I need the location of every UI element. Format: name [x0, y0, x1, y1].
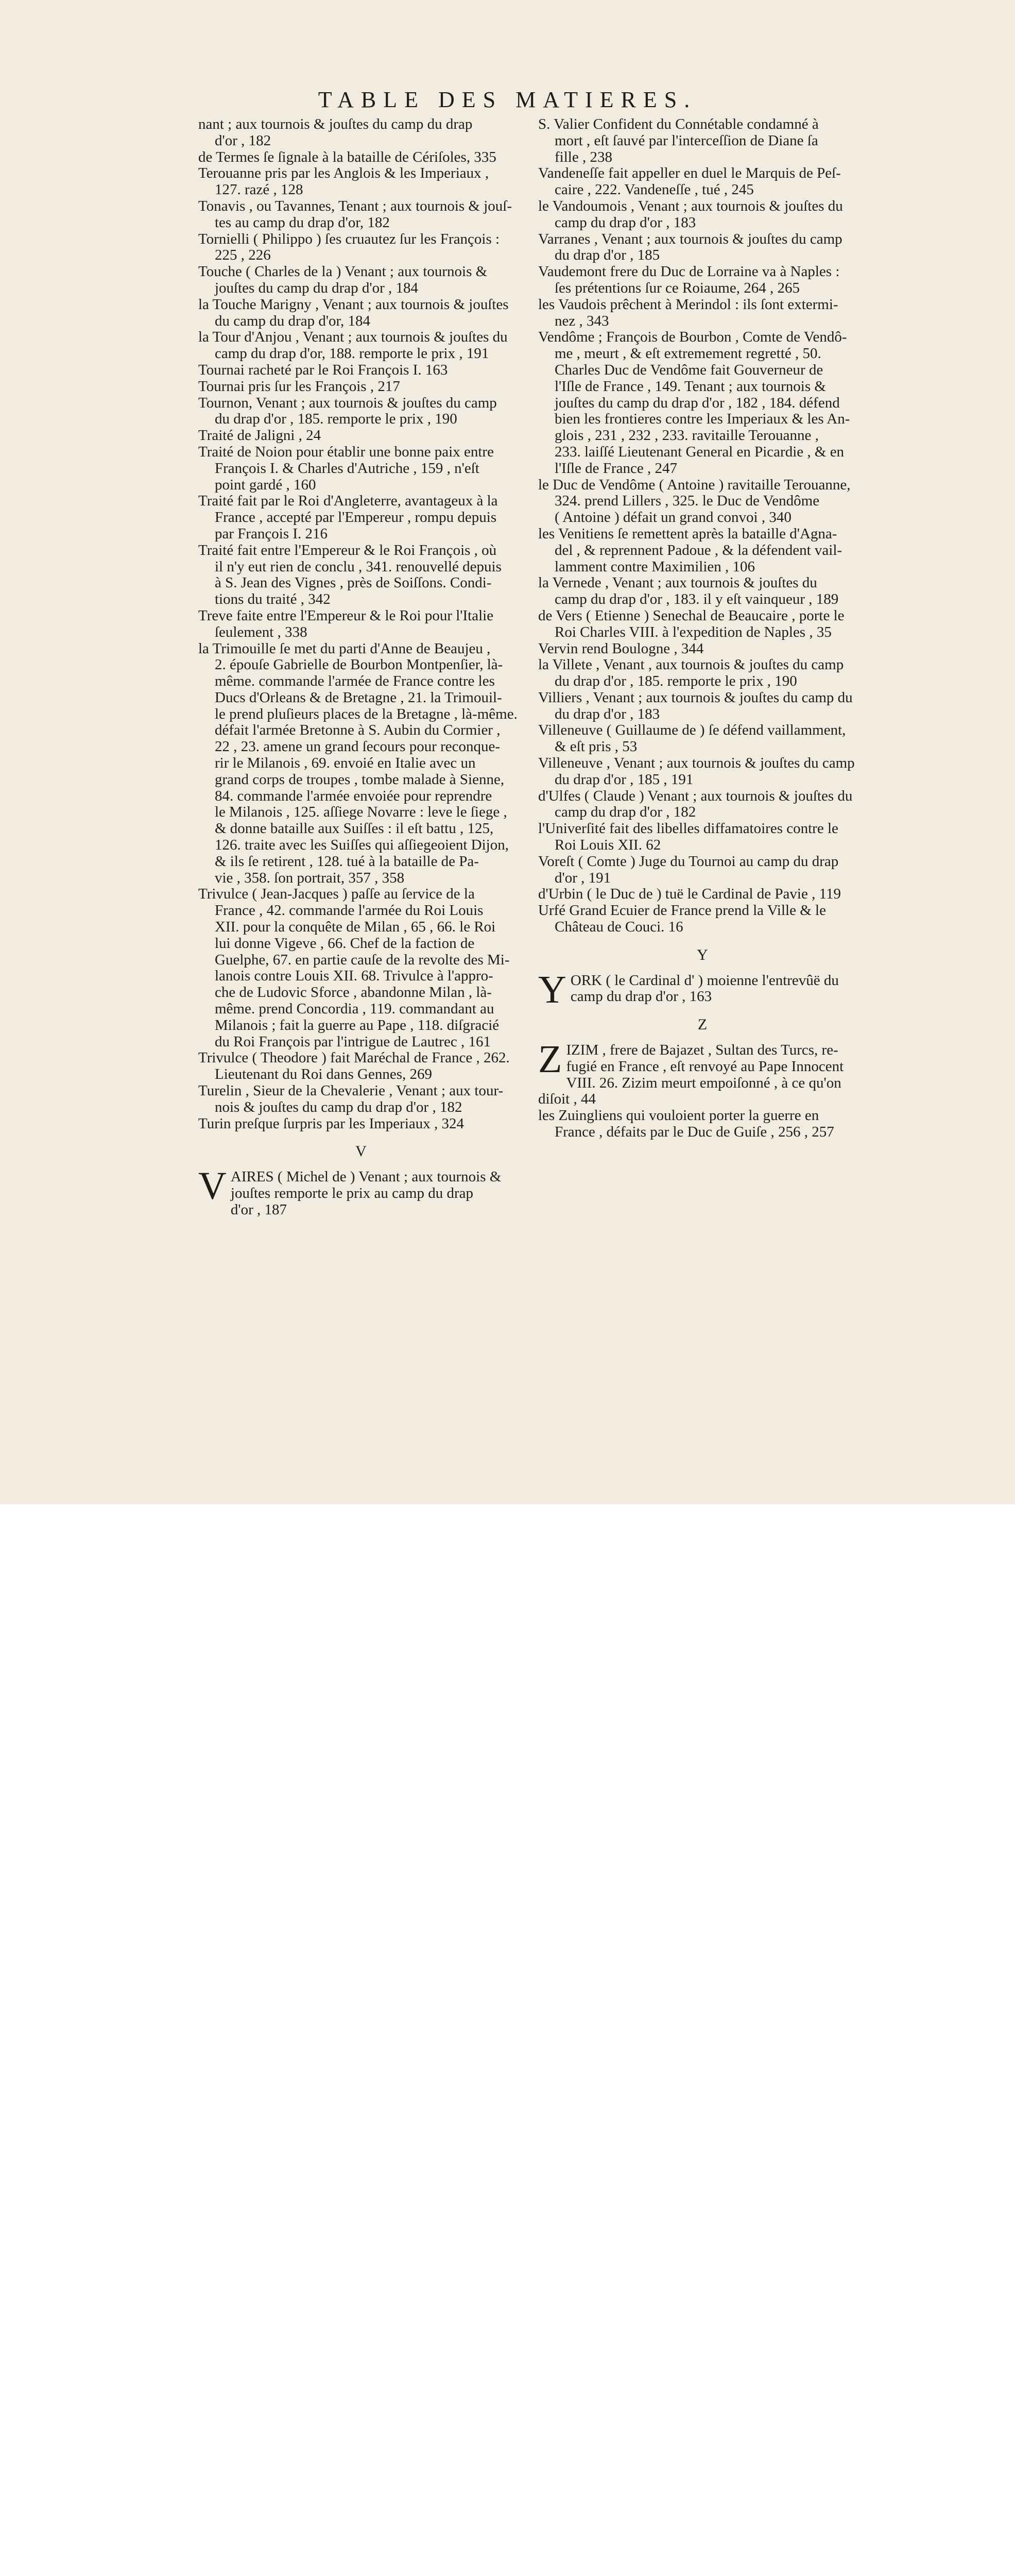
entry-line: France , défaits par le Duc de Guiſe , 256 , 257 — [555, 1124, 834, 1141]
entry-line: le prend pluſieurs places de la Bretagne , là-même. — [215, 705, 518, 722]
entry-line: nez , 343 — [555, 312, 609, 329]
entry-line: Turin preſque ſurpris par les Imperiaux , 324 — [198, 1115, 464, 1132]
entry-line: 233. laiſſé Lieutenant General en Picardie , & en — [555, 443, 845, 460]
index-entry — [538, 477, 867, 526]
entry-line: diſoit , 44 — [538, 1091, 596, 1108]
page-title: TABLE DES MATIERES. — [318, 87, 697, 112]
entry-line: Tornielli ( Philippo ) ſes cruautez ſur les François : — [198, 230, 500, 247]
entry-line: lamment contre Maximilien , 106 — [555, 558, 755, 575]
index-entry — [198, 149, 524, 166]
entry-line: tions du traité , 342 — [215, 591, 331, 608]
entry-line: camp du drap d'or , 183. il y eſt vainqueur , 189 — [555, 591, 839, 608]
entry-line: l'Iſle de France , 149. Tenant ; aux tournois & — [555, 378, 826, 395]
entry-line: Charles Duc de Vendôme fait Gouverneur de — [555, 361, 823, 378]
entry-line: du Roi François par l'intrigue de Lautrec , 161 — [215, 1033, 491, 1050]
entry-line: camp du drap d'or, 188. remporte le prix , 191 — [215, 345, 489, 362]
entry-line: camp du drap d'or , 163 — [570, 988, 712, 1005]
drop-capital: Y — [538, 968, 566, 1011]
index-entry — [538, 116, 867, 165]
index-entry — [538, 690, 867, 723]
index-entry — [198, 493, 524, 542]
entry-line: du drap d'or , 185 , 191 — [555, 771, 694, 788]
index-entry — [538, 821, 867, 854]
entry-line: ( Antoine ) défait un grand convoi , 340 — [555, 509, 792, 526]
entry-line: même. commande l'armée de France contre les — [215, 673, 495, 690]
entry-line: rir le Milanois , 69. envoié en Italie avec un — [215, 755, 476, 772]
index-entry — [538, 722, 867, 755]
entry-line: mort , eſt ſauvé par l'interceſſion de Diane ſa — [555, 132, 818, 149]
entry-line: du drap d'or , 185 — [555, 247, 660, 264]
entry-line: nant ; aux tournois & jouſtes du camp du drap — [198, 116, 473, 132]
entry-line: jouſtes du camp du drap d'or , 184 — [215, 279, 419, 296]
entry-line: Traité fait par le Roi d'Angleterre, avantageux à la — [198, 493, 498, 510]
entry-line: jouſtes remporte le prix au camp du drap — [230, 1185, 473, 1201]
index-entry — [538, 1038, 867, 1108]
index-entry — [198, 264, 524, 297]
index-entry — [198, 395, 524, 428]
entry-line: les Venitiens ſe remettent après la bataille d'Agna- — [538, 525, 837, 542]
entry-line: Vervin rend Boulogne , 344 — [538, 640, 704, 657]
entry-line: S. Valier Confident du Connétable condamné à — [538, 116, 819, 132]
entry-line: Treve faite entre l'Empereur & le Roi pour l'Italie — [198, 607, 494, 624]
section-letter-z: Z — [697, 1016, 708, 1033]
entry-line: 22 , 23. amene un grand ſecours pour reconque- — [215, 738, 501, 755]
entry-line: point gardé , 160 — [215, 476, 316, 493]
index-entry — [198, 641, 524, 887]
index-entry — [538, 755, 867, 788]
entry-line: AIRES ( Michel de ) Venant ; aux tournois & — [230, 1168, 502, 1185]
entry-line: France , accepté par l'Empereur , rompu depuis — [215, 509, 497, 526]
entry-line: Trivulce ( Jean-Jacques ) paſſe au ſervice de la — [198, 886, 475, 903]
index-entry — [198, 1083, 524, 1116]
index-entry — [538, 526, 867, 575]
entry-line: camp du drap d'or , 183 — [555, 214, 696, 231]
entry-line: Urfé Grand Ecuier de France prend la Ville & le — [538, 902, 826, 919]
entry-line: Vendôme ; François de Bourbon , Comte de Vendô- — [538, 329, 847, 346]
index-entry — [198, 116, 524, 149]
entry-line: par François I. 216 — [215, 525, 328, 542]
entry-line: camp du drap d'or , 182 — [555, 804, 696, 821]
entry-line: 225 , 226 — [215, 247, 271, 264]
entry-line: Turelin , Sieur de la Chevalerie , Venant ; aux tour- — [198, 1082, 504, 1099]
entry-line: me , meurt , & eſt extremement regretté , 50. — [555, 345, 821, 362]
entry-line: Traité fait entre l'Empereur & le Roi François , où — [198, 541, 497, 558]
entry-line: à S. Jean des Vignes , près de Soiſſons. Condi- — [215, 574, 492, 591]
right-column — [538, 116, 867, 1141]
entry-line: & ils ſe retirent , 128. tué à la bataille de Pa- — [215, 853, 479, 870]
entry-line: la Touche Marigny , Venant ; aux tournois & jouſtes — [198, 296, 509, 313]
entry-line: d'or , 187 — [230, 1201, 287, 1218]
index-entry — [538, 297, 867, 330]
entry-line: Varranes , Venant ; aux tournois & jouſtes du camp — [538, 230, 842, 247]
entry-line: Tournai pris ſur les François , 217 — [198, 378, 400, 395]
entry-line: 84. commande l'armée envoiée pour reprendre — [215, 787, 492, 804]
entry-line: défait l'armée Bretonne à S. Aubin du Cormier , — [215, 722, 501, 739]
entry-line: IZIM , frere de Bajazet , Sultan des Turcs, re- — [566, 1042, 838, 1059]
entry-line: Ducs d'Orleans & de Bretagne , 21. la Trimouil- — [215, 689, 502, 706]
footer-bar — [0, 1504, 1015, 1614]
left-column — [198, 116, 524, 1218]
entry-line: l'Univerſité fait des libelles diffamatoires contre le — [538, 820, 838, 837]
index-entry — [538, 165, 867, 198]
entry-line: nois & jouſtes du camp du drap d'or , 182 — [215, 1098, 462, 1115]
entry-line: Touche ( Charles de la ) Venant ; aux tournois & — [198, 263, 488, 280]
index-entry — [198, 362, 524, 379]
entry-line: fille , 238 — [555, 148, 612, 165]
entry-line: Voreſt ( Comte ) Juge du Tournoi au camp du drap — [538, 853, 839, 870]
entry-line: Vaudemont frere du Duc de Lorraine va à Naples : — [538, 263, 840, 280]
index-entry — [538, 575, 867, 608]
entry-line: Traité de Jaligni , 24 — [198, 427, 321, 444]
entry-line: ORK ( le Cardinal d' ) moienne l'entrevûë du — [570, 972, 839, 989]
drop-capital: V — [198, 1164, 227, 1208]
entry-line: de Termes ſe ſignale à la bataille de Cériſoles, 335 — [198, 148, 496, 165]
entry-line: Château de Couci. 16 — [555, 919, 683, 936]
index-entry — [538, 641, 867, 657]
entry-line: la Vernede , Venant ; aux tournois & jouſtes du — [538, 574, 817, 591]
entry-line: Lieutenant du Roi dans Gennes, 269 — [215, 1066, 433, 1083]
index-entry — [198, 428, 524, 444]
section-letter-v: V — [355, 1143, 367, 1160]
entry-line: Villeneuve ( Guillaume de ) ſe défend vaillamment, — [538, 722, 846, 739]
entry-line: les Vaudois prêchent à Merindol : ils ſont extermi- — [538, 296, 838, 313]
entry-line: les Zuingliens qui vouloient porter la guerre en — [538, 1107, 819, 1124]
index-entry — [198, 297, 524, 330]
entry-line: VIII. 26. Zizim meurt empoiſonné , à ce qu'on — [566, 1074, 841, 1091]
index-entry — [198, 329, 524, 362]
index-entry — [198, 1050, 524, 1083]
index-entry — [198, 198, 524, 231]
entry-line: Roi Louis XII. 62 — [555, 837, 661, 854]
entry-line: d'or , 191 — [555, 869, 611, 886]
entry-line: tes au camp du drap d'or, 182 — [215, 214, 390, 231]
entry-line: & eſt pris , 53 — [555, 738, 638, 755]
index-entry — [198, 1116, 524, 1132]
entry-line: & donne bataille aux Suiſſes : il eſt battu , 125, — [215, 820, 494, 837]
entry-line: glois , 231 , 232 , 233. ravitaille Terouanne , — [555, 427, 819, 444]
index-entry — [198, 608, 524, 641]
entry-line: le Vandoumois , Venant ; aux tournois & jouſtes du — [538, 197, 843, 214]
entry-line: 2. épouſe Gabrielle de Bourbon Montpenſier, là- — [215, 656, 503, 673]
index-entry — [538, 1108, 867, 1141]
drop-capital: Z — [538, 1038, 562, 1081]
index-entry — [198, 231, 524, 264]
entry-line: Tonavis , ou Tavannes, Tenant ; aux tournois & jouſ- — [198, 197, 512, 214]
entry-line: vie , 358. ſon portrait, 357 , 358 — [215, 869, 405, 886]
entry-line: même. prend Concordia , 119. commandant au — [215, 1001, 494, 1018]
entry-line: Terouanne pris par les Anglois & les Imperiaux , — [198, 165, 489, 182]
entry-line: du camp du drap d'or, 184 — [215, 312, 371, 329]
entry-line: l'Iſle de France , 247 — [555, 460, 677, 477]
entry-line: le Duc de Vendôme ( Antoine ) ravitaille Terouanne, — [538, 476, 851, 493]
index-entry — [538, 968, 867, 1011]
entry-line: jouſtes du camp du drap d'or , 182 , 184. défend — [555, 394, 840, 411]
index-entry — [198, 886, 524, 1050]
entry-line: bien les frontieres contre les Imperiaux & les An- — [555, 411, 850, 428]
index-entry — [538, 608, 867, 641]
entry-line: de Vers ( Etienne ) Senechal de Beaucaire , porte le — [538, 607, 845, 624]
index-entry — [538, 264, 867, 297]
index-entry — [538, 329, 867, 477]
entry-line: la Tour d'Anjou , Venant ; aux tournois & jouſtes du — [198, 329, 508, 346]
index-entry — [198, 1164, 524, 1218]
index-entry — [198, 379, 524, 395]
entry-line: du drap d'or , 185. remporte le prix , 190 — [555, 673, 797, 690]
entry-line: le Milanois , 125. aſſiege Novarre : leve le ſiege , — [215, 804, 507, 821]
entry-line: François I. & Charles d'Autriche , 159 , n'eſt — [215, 460, 479, 477]
section-letter-y: Y — [697, 946, 708, 963]
index-entry — [538, 854, 867, 887]
entry-line: d'Urbin ( le Duc de ) tuë le Cardinal de Pavie , 119 — [538, 886, 841, 903]
entry-line: d'or , 182 — [215, 132, 271, 149]
entry-line: il n'y eut rien de conclu , 341. renouvellé depuis — [215, 558, 502, 575]
entry-line: Villiers , Venant ; aux tournois & jouſtes du camp du — [538, 689, 853, 706]
index-entry — [538, 886, 867, 903]
entry-line: lanois contre Louis XII. 68. Trivulce à l'appro- — [215, 968, 493, 985]
entry-line: Tournon, Venant ; aux tournois & jouſtes du camp — [198, 394, 497, 411]
entry-line: che de Ludovic Sforce , abandonne Milan , là- — [215, 984, 492, 1001]
index-entry — [538, 231, 867, 264]
entry-line: d'Ulfes ( Claude ) Venant ; aux tournois & jouſtes du — [538, 787, 853, 804]
index-entry — [538, 788, 867, 821]
entry-line: 127. razé , 128 — [215, 181, 303, 198]
index-entry — [198, 165, 524, 198]
entry-line: du drap d'or , 183 — [555, 705, 660, 722]
entry-line: caire , 222. Vandeneſſe , tué , 245 — [555, 181, 754, 198]
entry-line: lui donne Vigeve , 66. Chef de la faction de — [215, 935, 475, 952]
entry-line: Traité de Noion pour établir une bonne paix entre — [198, 443, 494, 460]
entry-line: ſeulement , 338 — [215, 623, 307, 640]
entry-line: la Villete , Venant , aux tournois & jouſtes du camp — [538, 656, 844, 673]
entry-line: Guelphe, 67. en partie cauſe de la revolte des Mi- — [215, 951, 510, 968]
entry-line: ſes prétentions ſur ce Roiaume, 264 , 265 — [555, 279, 800, 296]
entry-line: 324. prend Lillers , 325. le Duc de Vendôme — [555, 493, 820, 510]
entry-line: du drap d'or , 185. remporte le prix , 190 — [215, 411, 457, 428]
index-entry — [538, 657, 867, 690]
entry-line: Tournai racheté par le Roi François I. 163 — [198, 361, 448, 378]
index-entry — [538, 903, 867, 936]
index-entry — [198, 543, 524, 608]
entry-line: Vandeneſſe fait appeller en duel le Marquis de Peſ- — [538, 165, 841, 182]
entry-line: del , & reprennent Padoue , & la défendent vail- — [555, 541, 842, 558]
entry-line: Roi Charles VIII. à l'expedition de Naples , 35 — [555, 623, 832, 640]
entry-line: Milanois ; fait la guerre au Pape , 118. diſgracié — [215, 1016, 500, 1033]
entry-line: Villeneuve , Venant ; aux tournois & jouſtes du camp — [538, 755, 855, 772]
entry-line: la Trimouille ſe met du parti d'Anne de Beaujeu , — [198, 640, 491, 657]
entry-line: Trivulce ( Theodore ) fait Maréchal de France , 262. — [198, 1049, 510, 1066]
index-entry — [538, 198, 867, 231]
entry-line: fugié en France , eſt renvoyé au Pape Innocent — [566, 1058, 844, 1075]
index-entry — [198, 444, 524, 493]
entry-line: XII. pour la conquête de Milan , 65 , 66. le Roi — [215, 919, 496, 936]
entry-line: France , 42. commande l'armée du Roi Louis — [215, 902, 484, 919]
entry-line: 126. traite avec les Suiſſes qui aſſiegeoient Dijon, — [215, 837, 509, 854]
entry-line: grand corps de troupes , tombe malade à Sienne, — [215, 771, 505, 788]
